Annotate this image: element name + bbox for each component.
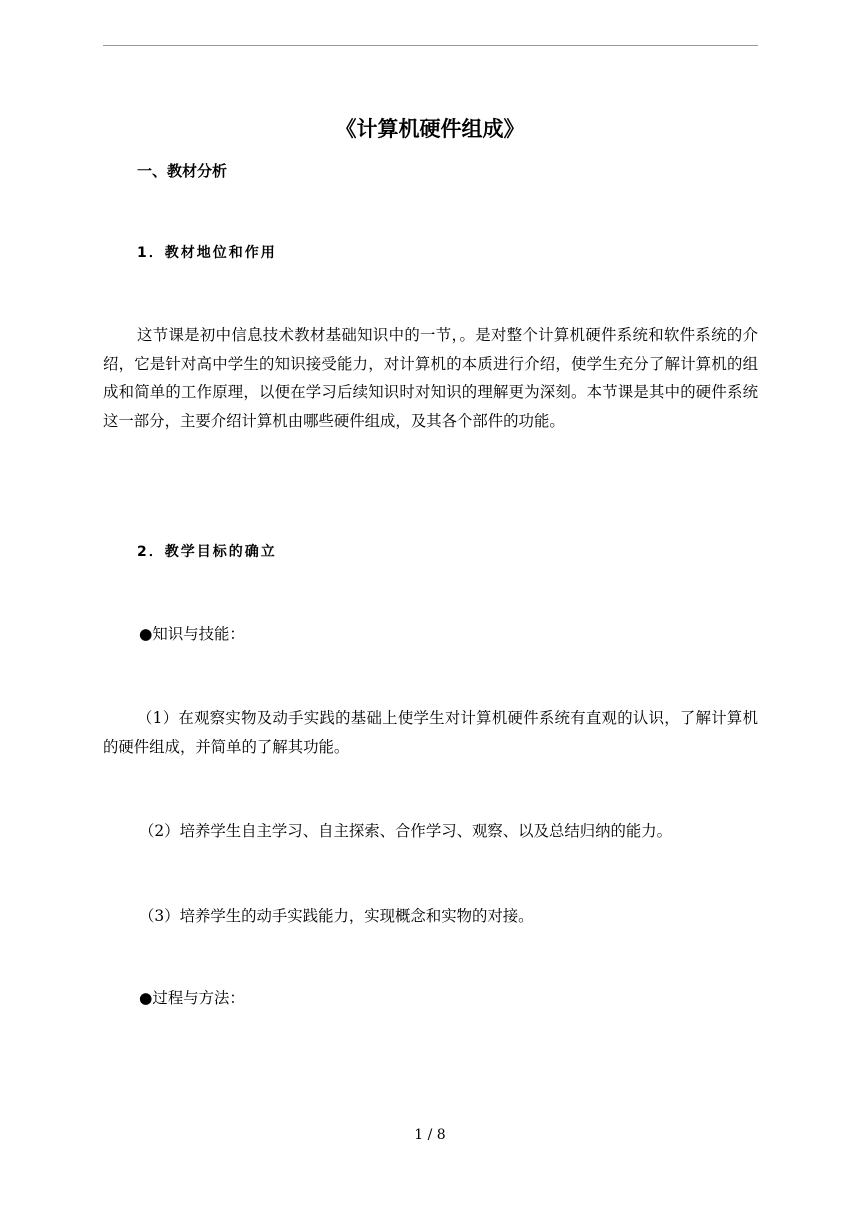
list-item-1: （1）在观察实物及动手实践的基础上使学生对计算机硬件系统有直观的认识，了解计算机的硬件组成，并简单的了解其功能。	[103, 709, 758, 756]
page-number: 1 / 8	[414, 1127, 446, 1143]
paragraph-textbook-role: 这节课是初中信息技术教材基础知识中的一节，。是对整个计算机硬件系统和软件系统的介绍，它是针对高中学生的知识接受能力，对计算机的本质进行介绍，使学生充分了解计算机的组成和简单的工作原理，以便在学习后续知识时对知识的理解更为深刻。本节课是其中的硬件系统这一部分，主要介绍计算机由哪些硬件组成，及其各个部件的功能。	[103, 326, 758, 430]
document-title: 《计算机硬件组成》	[335, 116, 525, 141]
header-rule	[103, 45, 758, 46]
section-heading-textbook-analysis: 一、教材分析	[137, 162, 228, 180]
bullet-process-methods: ●过程与方法：	[139, 989, 245, 1007]
list-item-3: （3）培养学生的动手实践能力，实现概念和实物的对接。	[139, 907, 534, 925]
subheading-teaching-goals: 2．教学目标的确立	[137, 544, 277, 560]
bullet-knowledge-skills: ●知识与技能：	[139, 625, 245, 643]
subheading-textbook-role: 1．教材地位和作用	[137, 245, 277, 261]
list-item-2: （2）培养学生自主学习、自主探索、合作学习、观察、以及总结归纳的能力。	[139, 822, 673, 840]
